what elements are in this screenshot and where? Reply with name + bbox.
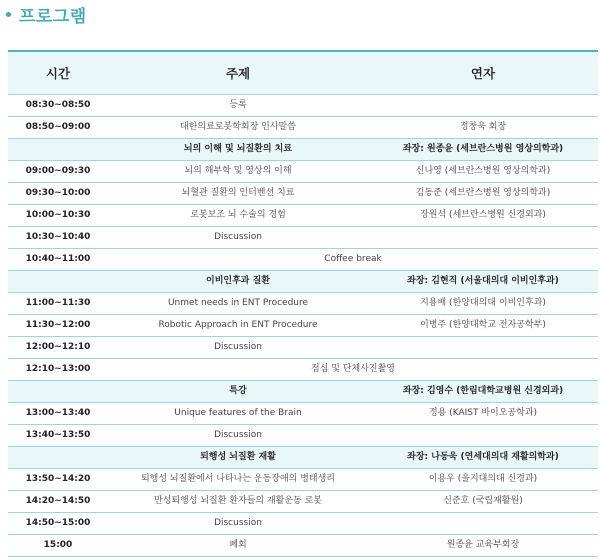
session-chair: 좌장: 김현직 (서울대의대 이비인후과): [368, 271, 598, 293]
row-topic: Discussion: [108, 227, 368, 249]
table-row: [8, 535, 598, 557]
row-topic: 만성퇴행성 뇌질환 환자들의 재활운동 로봇: [108, 491, 368, 513]
row-time: 14:20~14:50: [8, 491, 108, 513]
row-topic: Unique features of the Brain: [108, 403, 368, 425]
row-time: 08:30~08:50: [8, 95, 108, 117]
row-break-text: 점심 및 단체사진촬영: [108, 359, 598, 381]
session-chair: 좌장: 김영수 (한림대학교병원 신경외과): [368, 381, 598, 403]
row-time: 13:40~13:50: [8, 425, 108, 447]
row-topic: 대한의료로봇학회장 인사말씀: [108, 117, 368, 139]
row-topic: 로봇보조 뇌 수술의 경험: [108, 205, 368, 227]
table-row: [8, 337, 598, 359]
row-time: 10:40~11:00: [8, 249, 108, 271]
table-row: [8, 425, 598, 447]
row-topic: Robotic Approach in ENT Procedure: [108, 315, 368, 337]
row-topic: 등록: [108, 95, 368, 117]
row-time: [8, 271, 108, 293]
row-speaker: 장원석 (세브란스병원 신경외과): [368, 205, 598, 227]
table-row: [8, 293, 598, 315]
row-speaker: 이병주 (한양대학교 전자공학부): [368, 315, 598, 337]
row-time: 10:30~10:40: [8, 227, 108, 249]
section-title: [6, 2, 87, 26]
table-row: [8, 469, 598, 491]
row-topic: Unmet needs in ENT Procedure: [108, 293, 368, 315]
row-speaker: [368, 227, 598, 249]
row-time: 13:00~13:40: [8, 403, 108, 425]
session-header-row: [8, 381, 598, 403]
row-speaker: [368, 95, 598, 117]
session-chair: 좌장: 원종윤 (세브란스병원 영상의학과): [368, 139, 598, 161]
table-row: [8, 205, 598, 227]
session-header-row: [8, 139, 598, 161]
row-time: 14:50~15:00: [8, 513, 108, 535]
row-speaker: 지용배 (한양대의대 이비인후과): [368, 293, 598, 315]
session-title: 이비인후과 질환: [108, 271, 368, 293]
session-chair: 좌장: 나동욱 (연세대의대 재활의학과): [368, 447, 598, 469]
row-time: [8, 139, 108, 161]
table-row: [8, 117, 598, 139]
row-speaker: [368, 425, 598, 447]
row-topic: 뇌의 해부학 및 영상의 이해: [108, 161, 368, 183]
table-row: [8, 491, 598, 513]
session-title: 뇌의 이해 및 뇌질환의 치료: [108, 139, 368, 161]
row-topic: Discussion: [108, 425, 368, 447]
row-time: 11:30~12:00: [8, 315, 108, 337]
row-speaker: 김동준 (세브란스병원 영상의학과): [368, 183, 598, 205]
row-topic: 뇌혈관 질환의 인터벤션 치료: [108, 183, 368, 205]
program-table: [8, 50, 598, 557]
row-speaker: 신나영 (세브란스병원 영상의학과): [368, 161, 598, 183]
row-topic: 퇴행성 뇌질환에서 나타나는 운동장애의 병태생리: [108, 469, 368, 491]
row-time: 12:00~12:10: [8, 337, 108, 359]
row-time: [8, 447, 108, 469]
row-topic: Discussion: [108, 513, 368, 535]
row-break-text: Coffee break: [108, 249, 598, 271]
table-row: [8, 513, 598, 535]
break-row: [8, 249, 598, 271]
row-time: 09:30~10:00: [8, 183, 108, 205]
row-speaker: 정창욱 회장: [368, 117, 598, 139]
row-time: 13:50~14:20: [8, 469, 108, 491]
session-title: 특강: [108, 381, 368, 403]
row-time: 09:00~09:30: [8, 161, 108, 183]
header-topic: 주제: [108, 51, 368, 95]
table-row: [8, 161, 598, 183]
session-header-row: [8, 271, 598, 293]
program-table-body: [8, 95, 598, 557]
session-title: 퇴행성 뇌질환 재활: [108, 447, 368, 469]
row-speaker: 이용우 (을지대의대 신경과): [368, 469, 598, 491]
row-time: [8, 381, 108, 403]
row-topic: Discussion: [108, 337, 368, 359]
break-row: [8, 359, 598, 381]
header-time: 시간: [8, 51, 108, 95]
table-row: [8, 183, 598, 205]
row-time: 12:10~13:00: [8, 359, 108, 381]
table-row: [8, 95, 598, 117]
session-header-row: [8, 447, 598, 469]
bullet-dot-icon: [6, 12, 11, 17]
row-topic: 폐회: [108, 535, 368, 557]
row-speaker: 신준호 (국립재활원): [368, 491, 598, 513]
header-speaker: 연자: [368, 51, 598, 95]
table-header-row: [8, 51, 598, 95]
row-time: 10:00~10:30: [8, 205, 108, 227]
table-row: [8, 315, 598, 337]
table-row: [8, 403, 598, 425]
section-title-text: 프로그램: [19, 6, 87, 27]
row-time: 15:00: [8, 535, 108, 557]
row-speaker: 정용 (KAIST 바이오공학과): [368, 403, 598, 425]
row-time: 08:50~09:00: [8, 117, 108, 139]
row-speaker: [368, 337, 598, 359]
row-speaker: [368, 513, 598, 535]
row-time: 11:00~11:30: [8, 293, 108, 315]
table-row: [8, 227, 598, 249]
row-speaker: 원종윤 교육부회장: [368, 535, 598, 557]
